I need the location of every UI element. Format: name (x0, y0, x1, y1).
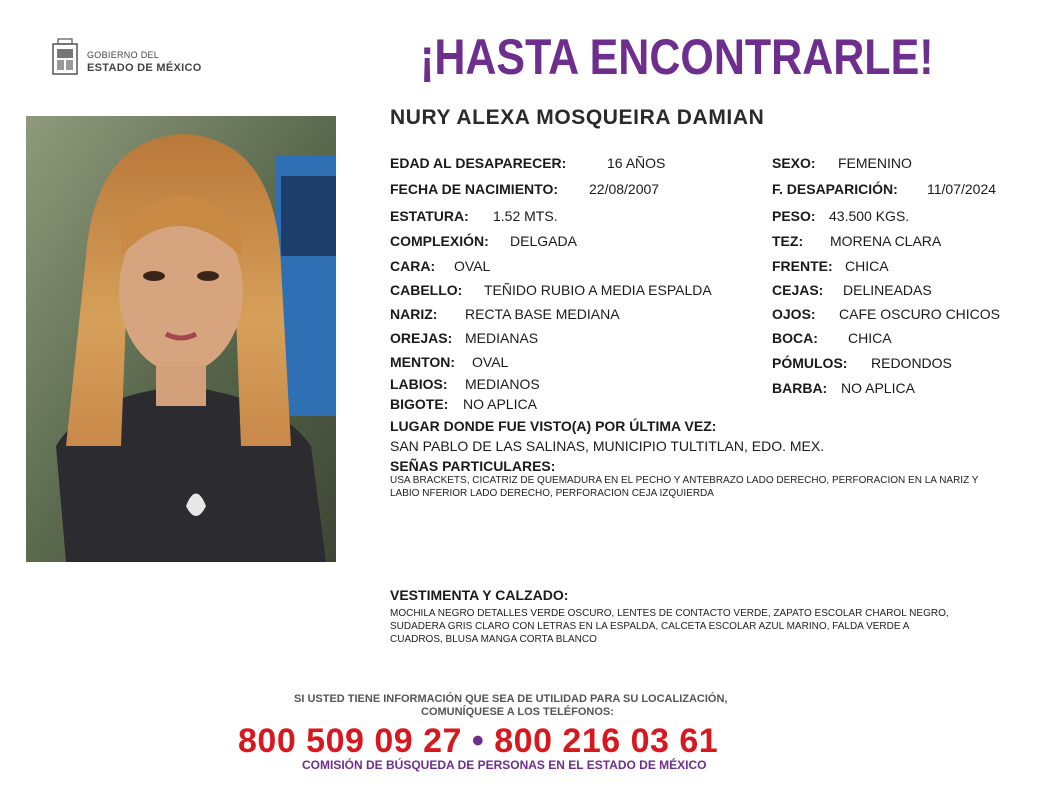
field-eyes-value: CAFE OSCURO CHICOS (839, 306, 1001, 322)
field-chin-label: MENTON: (390, 354, 456, 370)
phone-separator: • (471, 722, 485, 760)
field-eyebrows-label: CEJAS: (772, 282, 824, 298)
field-hair-value: TEÑIDO RUBIO A MEDIA ESPALDA (484, 282, 712, 298)
field-lips (390, 376, 540, 392)
field-beard (772, 380, 915, 396)
field-eyes (772, 306, 1001, 322)
logo-line-2: ESTADO DE MÉXICO (87, 62, 202, 74)
clothing-line-1: MOCHILA NEGRO DETALLES VERDE OSCURO, LENTES DE CONTACTO VERDE, ZAPATO ESCOLAR CHAROL NEGRO, (390, 608, 949, 619)
last-seen-value: SAN PABLO DE LAS SALINAS, MUNICIPIO TULTITLAN, EDO. MEX. (390, 438, 825, 454)
field-mouth-label: BOCA: (772, 330, 818, 346)
field-weight (772, 208, 910, 224)
clothing-title: VESTIMENTA Y CALZADO: (390, 587, 569, 603)
field-hair-label: CABELLO: (390, 282, 463, 298)
field-mouth-value: CHICA (848, 330, 892, 346)
field-sex (772, 155, 912, 171)
clothing-line-2: SUDADERA GRIS CLARO CON LETRAS EN LA ESPALDA, CALCETA ESCOLAR AZUL MARINO, FALDA VERDE A (390, 621, 910, 632)
field-ears-label: OREJAS: (390, 330, 453, 346)
field-face-value: OVAL (454, 258, 491, 274)
field-lips-label: LABIOS: (390, 376, 448, 392)
field-forehead-value: CHICA (845, 258, 889, 274)
field-complexion-label: TEZ: (772, 233, 804, 249)
field-birth-date-label: FECHA DE NACIMIENTO: (390, 181, 558, 197)
field-nose-label: NARIZ: (390, 306, 438, 322)
field-beard-label: BARBA: (772, 380, 828, 396)
portrait-illustration (26, 116, 336, 562)
field-cheekbones (772, 355, 952, 371)
field-birth-date (390, 181, 660, 197)
field-complexion-value: MORENA CLARA (830, 233, 942, 249)
marks-title: SEÑAS PARTICULARES: (390, 458, 556, 474)
field-weight-value: 43.500 KGS. (829, 208, 910, 224)
portrait-photo (26, 116, 336, 562)
field-mustache-value: NO APLICA (463, 396, 537, 412)
field-eyes-label: OJOS: (772, 306, 816, 322)
field-height-value: 1.52 MTS. (493, 208, 558, 224)
contact-line-1: SI USTED TIENE INFORMACIÓN QUE SEA DE UTILIDAD PARA SU LOCALIZACIÓN, (294, 693, 728, 705)
field-nose (390, 306, 620, 322)
field-face (390, 258, 491, 274)
phone-numbers (238, 722, 718, 761)
phone-2[interactable]: 800 216 03 61 (494, 722, 719, 760)
field-face-label: CARA: (390, 258, 436, 274)
last-seen-title: LUGAR DONDE FUE VISTO(A) POR ÚLTIMA VEZ: (390, 418, 717, 434)
field-height (390, 208, 558, 224)
field-hair (390, 282, 712, 298)
logo-line-1: GOBIERNO DEL (87, 50, 160, 60)
field-forehead-label: FRENTE: (772, 258, 833, 274)
clothing-line-3: CUADROS, BLUSA MANGA CORTA BLANCO (390, 634, 597, 645)
field-build-label: COMPLEXIÓN: (390, 233, 489, 249)
field-beard-value: NO APLICA (841, 380, 915, 396)
field-disappearance-date-label: F. DESAPARICIÓN: (772, 181, 898, 197)
field-cheekbones-value: REDONDOS (871, 355, 952, 371)
marks-line-1: USA BRACKETS, CICATRIZ DE QUEMADURA EN EL PECHO Y ANTEBRAZO LADO DERECHO, PERFORACION EN LA NARIZ Y (390, 475, 979, 486)
field-sex-value: FEMENINO (838, 155, 912, 171)
person-name: NURY ALEXA MOSQUEIRA DAMIAN (390, 106, 765, 129)
field-mouth (772, 330, 892, 346)
field-age (390, 155, 666, 171)
field-birth-date-value: 22/08/2007 (589, 181, 660, 197)
field-lips-value: MEDIANOS (465, 376, 540, 392)
state-government-logo (50, 38, 220, 82)
field-build (390, 233, 577, 249)
field-weight-label: PESO: (772, 208, 816, 224)
marks-line-2: LABIO NFERIOR LADO DERECHO, PERFORACION CEJA IZQUIERDA (390, 488, 714, 499)
field-mustache (390, 396, 537, 412)
phone-1[interactable]: 800 509 09 27 (238, 722, 462, 760)
field-disappearance-date-value: 11/07/2024 (927, 181, 997, 197)
field-ears (390, 330, 539, 346)
field-cheekbones-label: PÓMULOS: (772, 355, 848, 371)
field-complexion (772, 233, 942, 249)
field-age-value: 16 AÑOS (607, 155, 666, 171)
field-sex-label: SEXO: (772, 155, 816, 171)
field-disappearance-date (772, 181, 997, 197)
contact-line-2: COMUNÍQUESE A LOS TELÉFONOS: (421, 706, 614, 718)
field-height-label: ESTATURA: (390, 208, 469, 224)
field-build-value: DELGADA (510, 233, 577, 249)
field-ears-value: MEDIANAS (465, 330, 539, 346)
commission-name: COMISIÓN DE BÚSQUEDA DE PERSONAS EN EL ESTADO DE MÉXICO (302, 758, 707, 772)
field-eyebrows (772, 282, 932, 298)
field-mustache-label: BIGOTE: (390, 396, 449, 412)
field-chin-value: OVAL (472, 354, 509, 370)
field-age-label: EDAD AL DESAPARECER: (390, 155, 567, 171)
headline: ¡HASTA ENCONTRARLE! (420, 29, 934, 85)
field-eyebrows-value: DELINEADAS (843, 282, 932, 298)
coat-of-arms-icon (50, 38, 80, 78)
field-forehead (772, 258, 889, 274)
field-nose-value: RECTA BASE MEDIANA (465, 306, 620, 322)
field-chin (390, 354, 509, 370)
